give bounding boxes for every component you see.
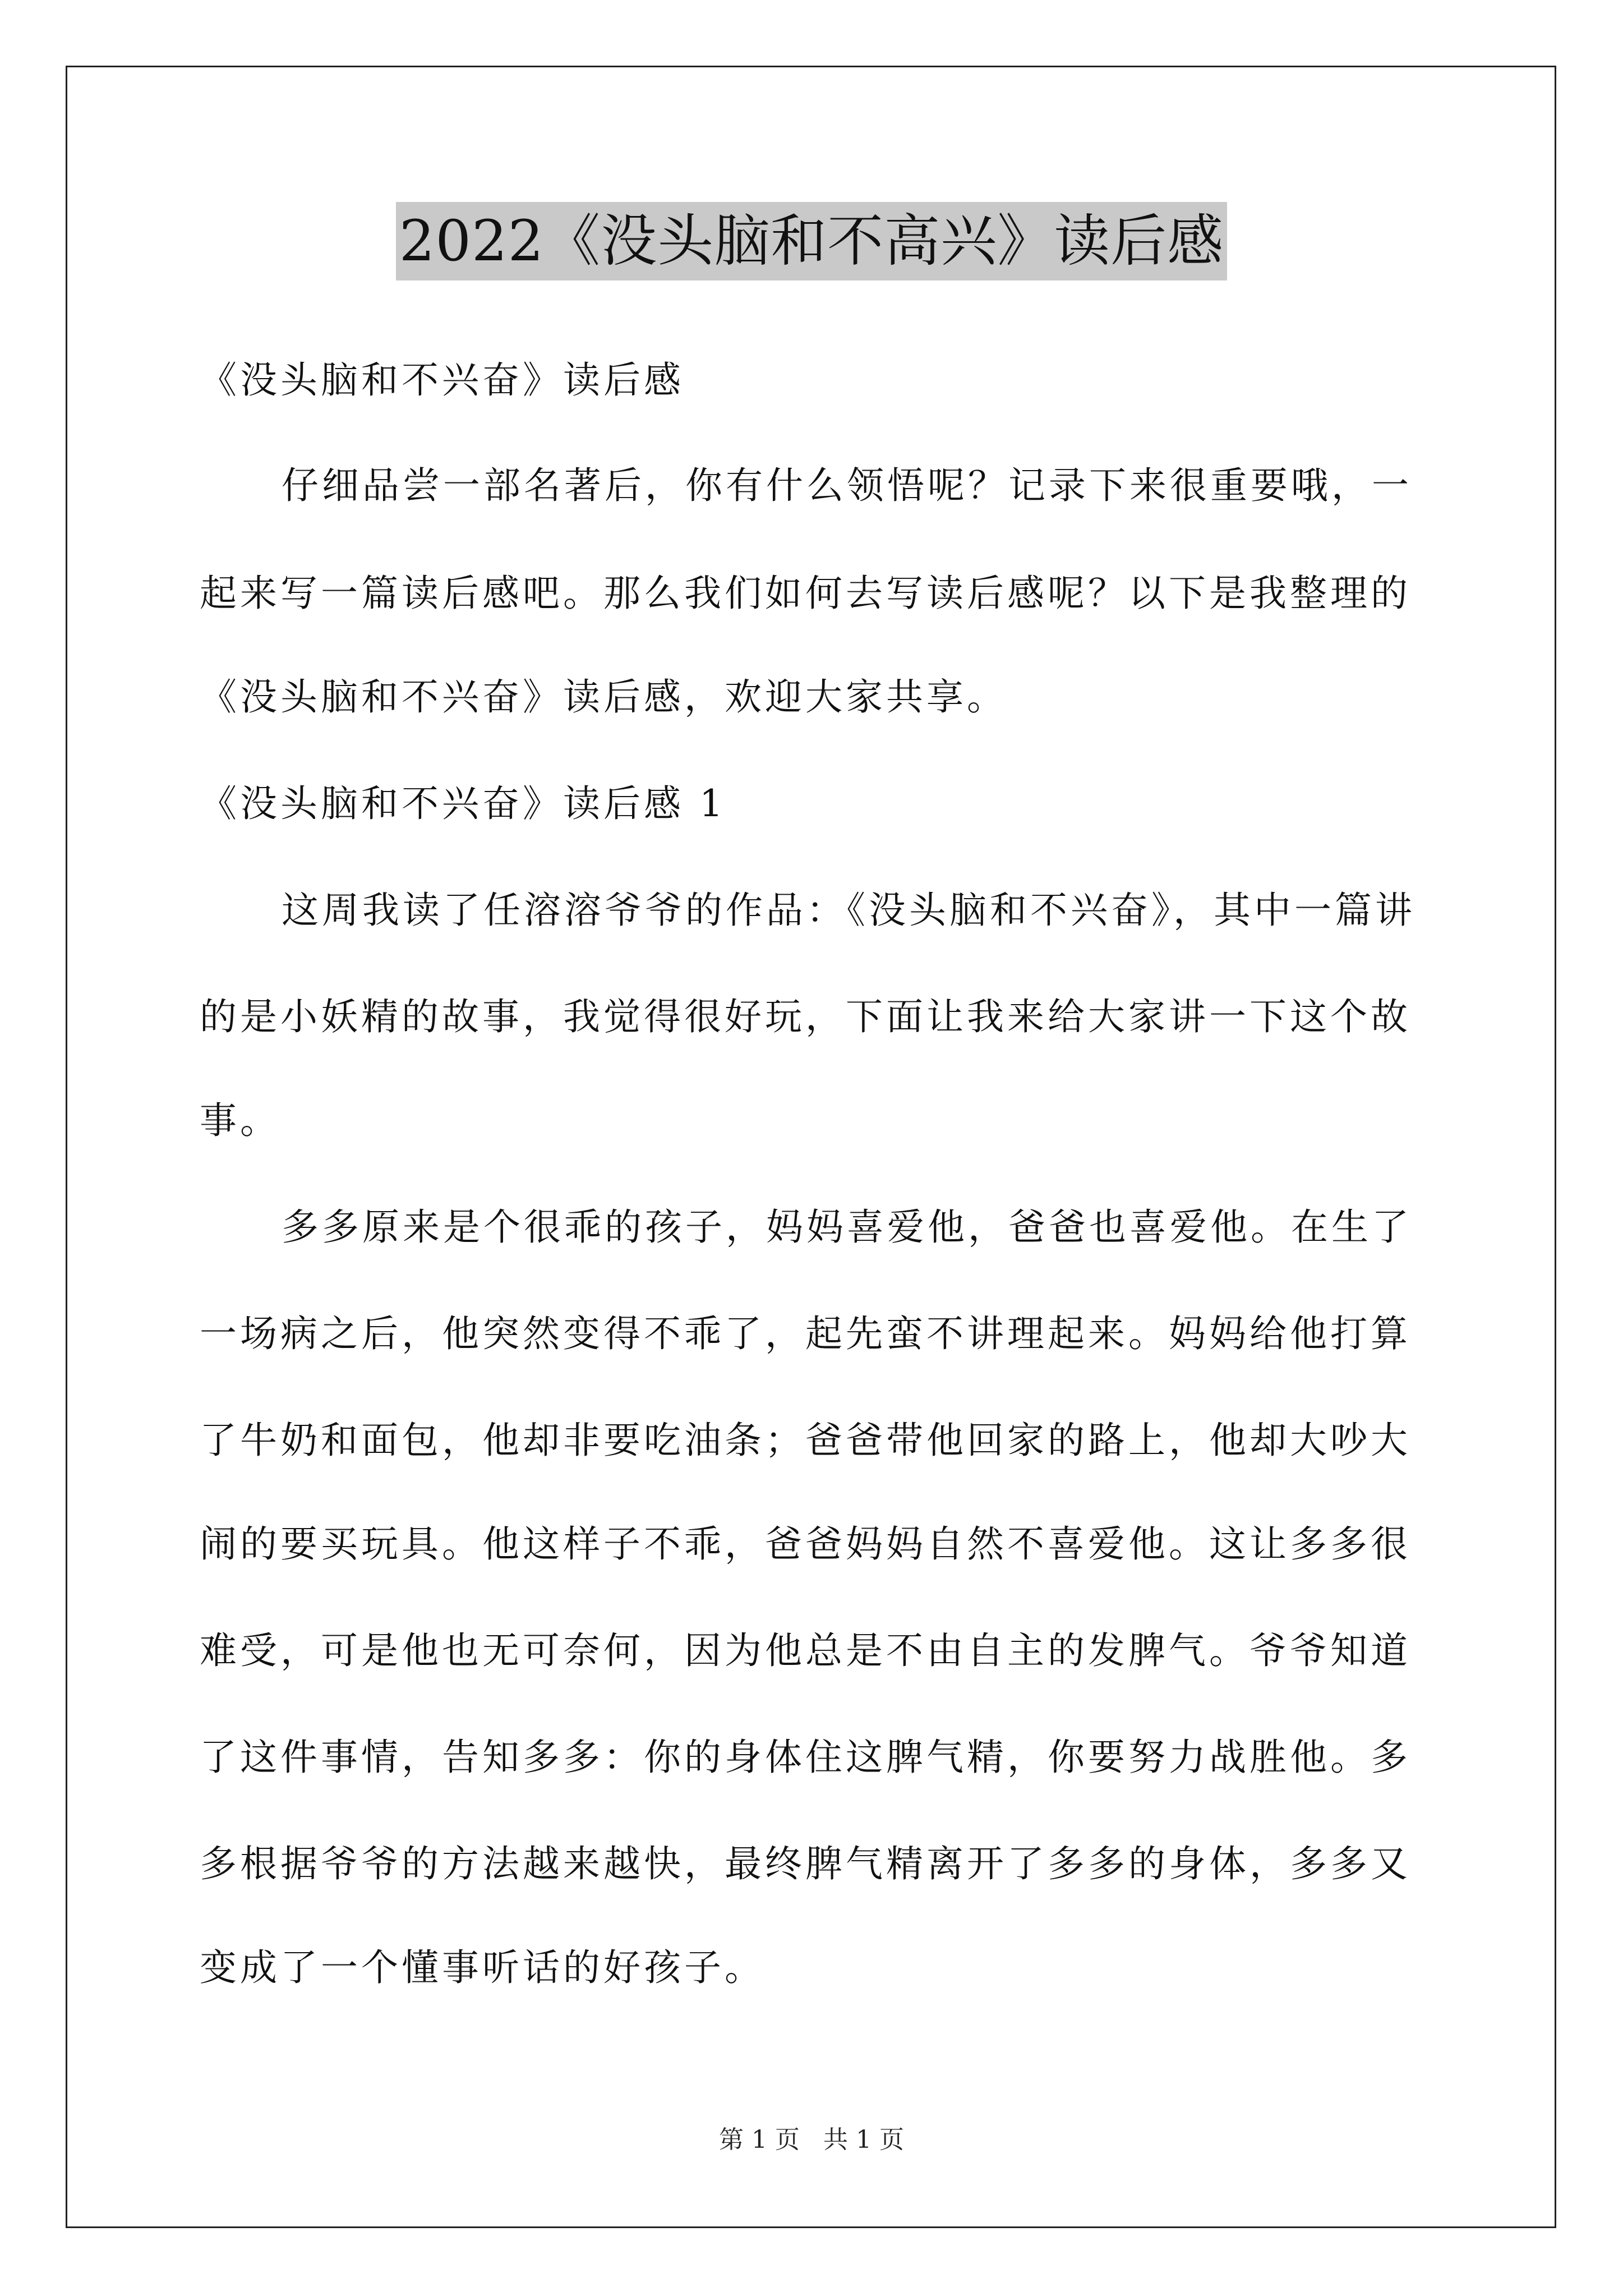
title-container	[0, 202, 1623, 280]
para2-line-2: 一场病之后，他突然变得不乖了，起先蛮不讲理起来。妈妈给他打算	[200, 1312, 1411, 1355]
para2-line-7: 多根据爷爷的方法越来越快，最终脾气精离开了多多的身体，多多又	[200, 1842, 1411, 1885]
section-heading: 《没头脑和不兴奋》读后感 1	[200, 782, 726, 825]
para2-line-3: 了牛奶和面包，他却非要吃油条；爸爸带他回家的路上，他却大吵大	[200, 1419, 1411, 1462]
para2-line-8: 变成了一个懂事听话的好孩子。	[200, 1946, 765, 1989]
para2-line-4: 闹的要买玩具。他这样子不乖，爸爸妈妈自然不喜爱他。这让多多很	[200, 1522, 1411, 1566]
page-total: 共 1 页	[823, 2125, 904, 2154]
para2-line-5: 难受，可是他也无可奈何，因为他总是不由自主的发脾气。爷爷知道	[200, 1629, 1411, 1672]
intro-line-3: 《没头脑和不兴奋》读后感，欢迎大家共享。	[200, 675, 1007, 719]
para1-line-3: 事。	[200, 1099, 280, 1142]
para2-line-6: 了这件事情，告知多多：你的身体住这脾气精，你要努力战胜他。多	[200, 1736, 1411, 1779]
para1-line-1: 这周我读了任溶溶爷爷的作品：《没头脑和不兴奋》，其中一篇讲	[282, 889, 1415, 932]
page-footer	[0, 2123, 1623, 2157]
document-title: 2022《没头脑和不高兴》读后感	[396, 202, 1228, 280]
page-number: 第 1 页	[719, 2125, 800, 2154]
para2-line-1: 多多原来是个很乖的孩子，妈妈喜爱他，爸爸也喜爱他。在生了	[282, 1205, 1412, 1249]
intro-line-2: 起来写一篇读后感吧。那么我们如何去写读后感呢？以下是我整理的	[200, 572, 1411, 615]
para1-line-2: 的是小妖精的故事，我觉得很好玩，下面让我来给大家讲一下这个故	[200, 995, 1411, 1038]
intro-line-1: 仔细品尝一部名著后，你有什么领悟呢？记录下来很重要哦，一	[282, 464, 1412, 507]
subtitle: 《没头脑和不兴奋》读后感	[200, 358, 684, 402]
